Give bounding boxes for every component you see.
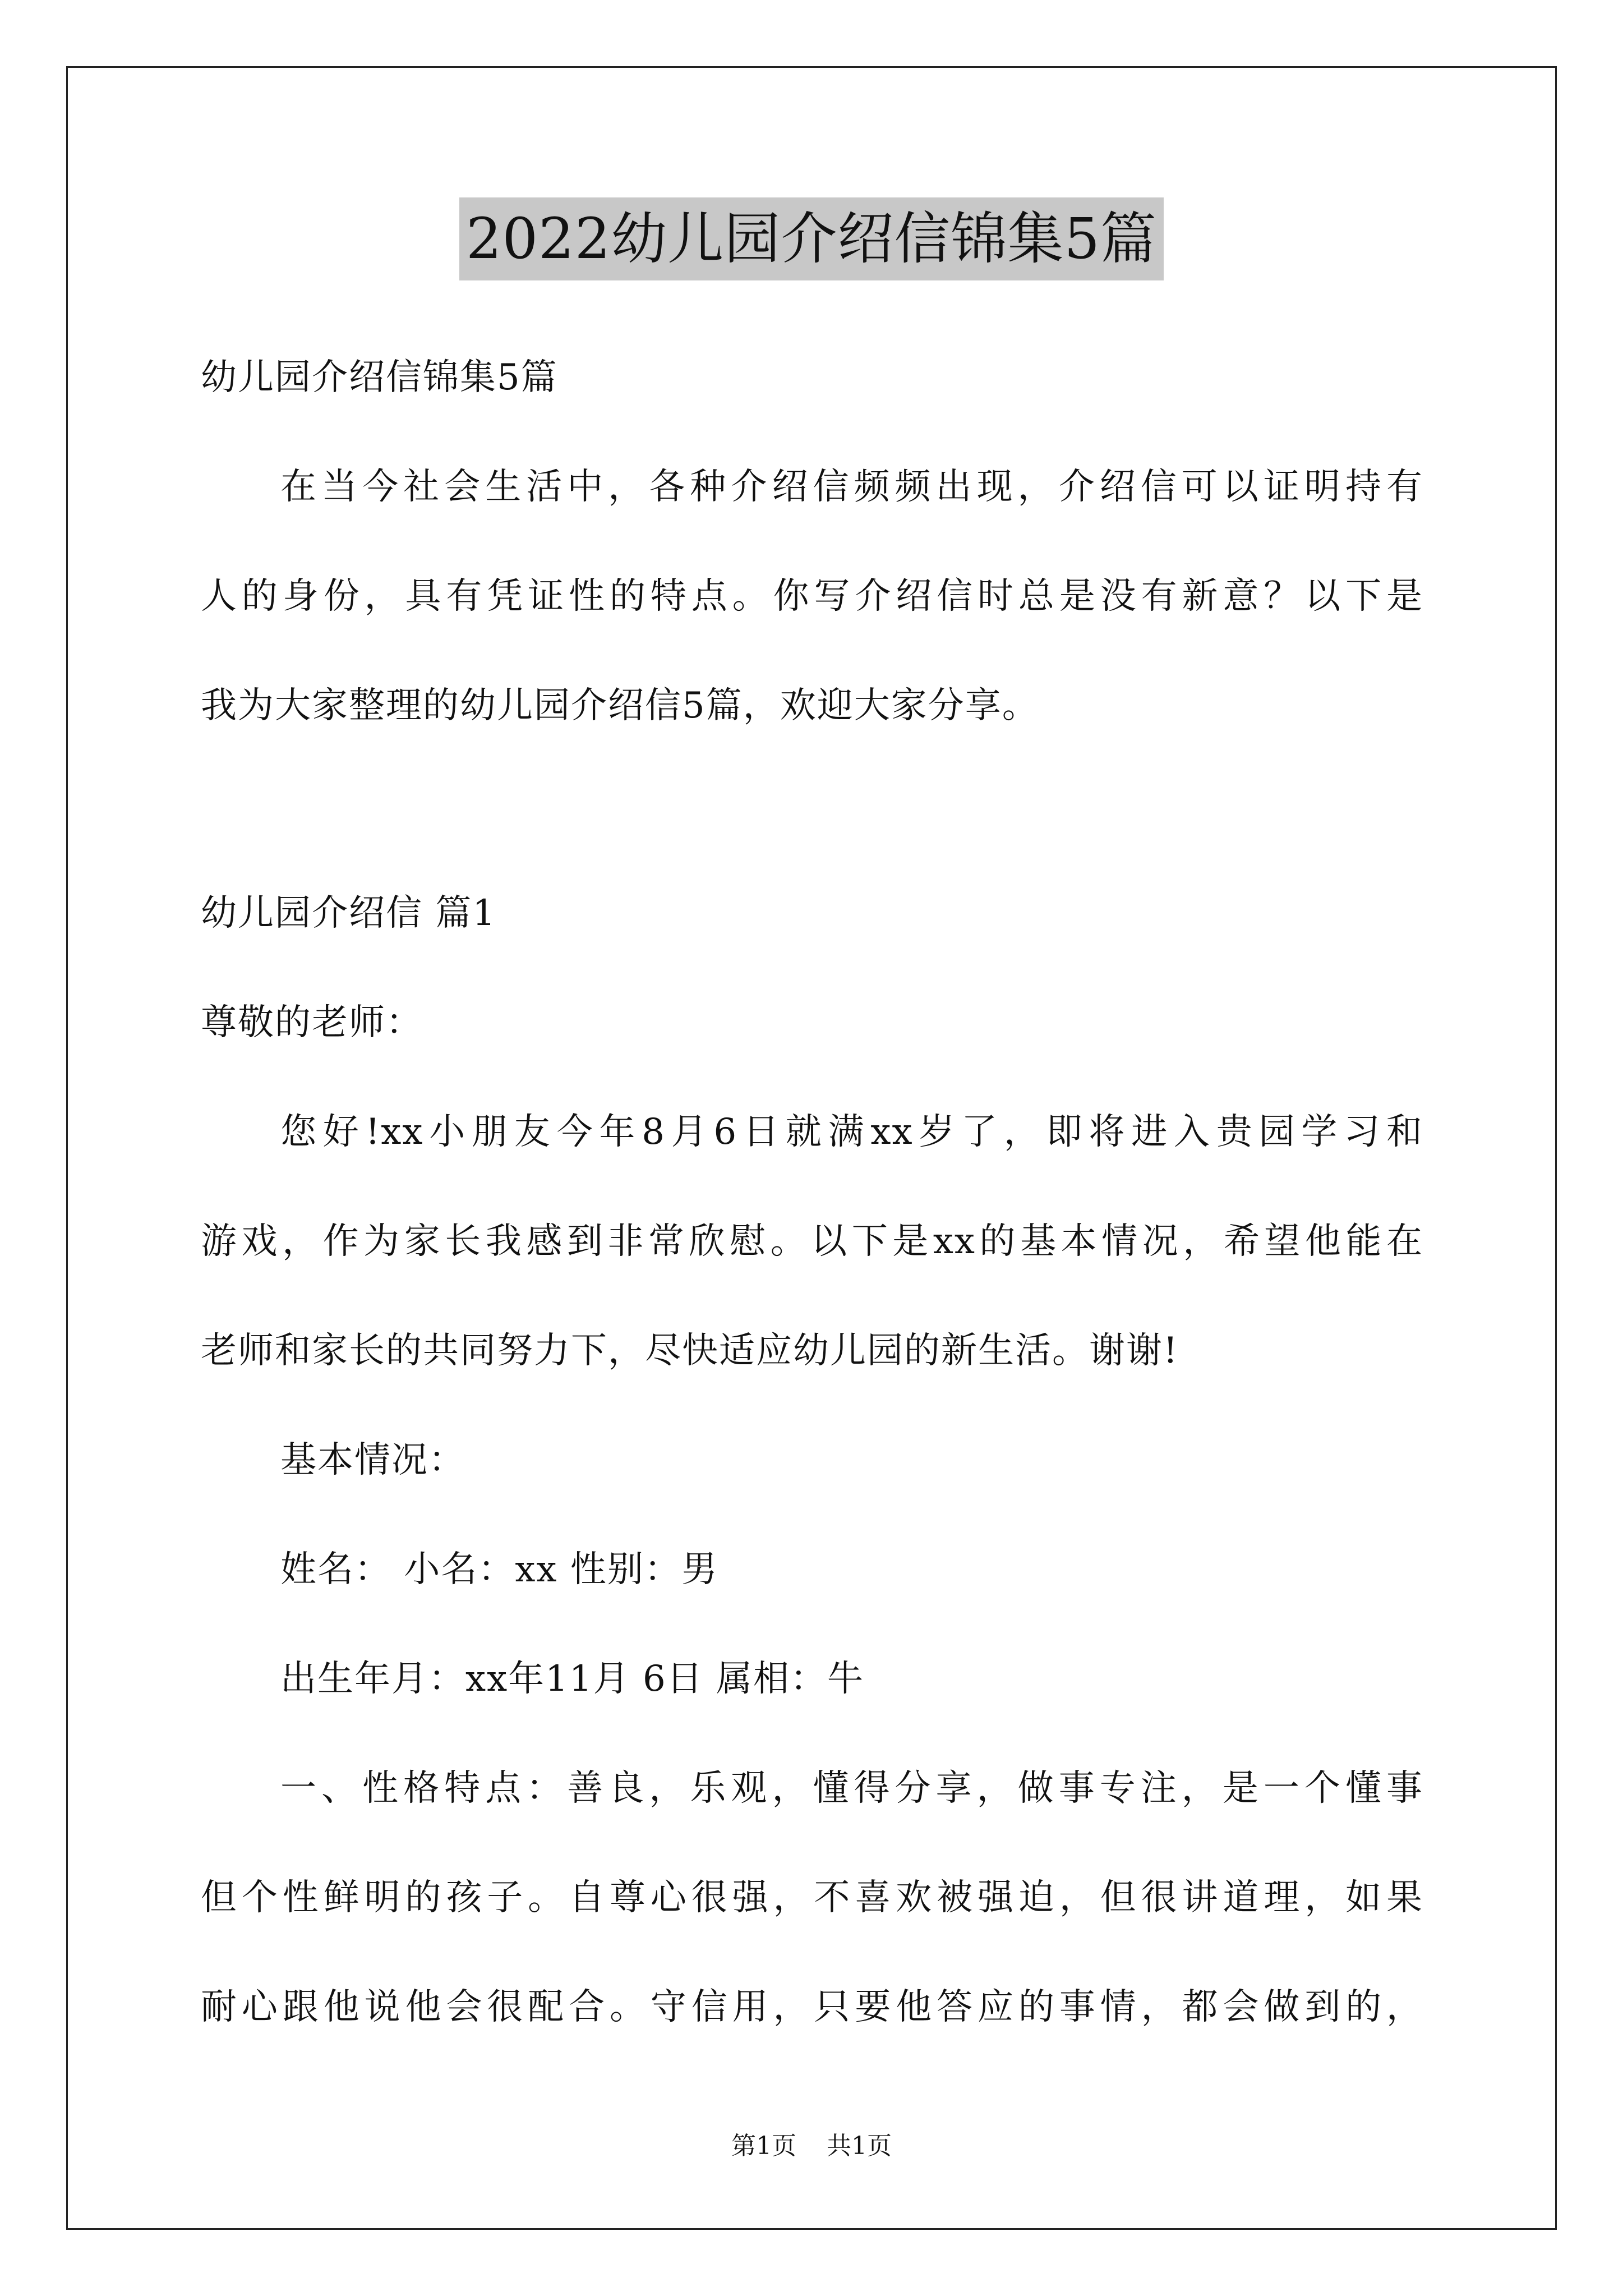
subtitle: 幼儿园介绍信锦集5篇	[201, 357, 558, 398]
salutation: 尊敬的老师：	[201, 1002, 423, 1043]
traits-line-1: 一、性格特点：善良，乐观，懂得分享，做事专注，是一个懂事	[280, 1768, 1423, 1809]
intro-line-1: 在当今社会生活中，各种介绍信频频出现，介绍信可以证明持有	[280, 466, 1423, 508]
document-title: 2022幼儿园介绍信锦集5篇	[459, 197, 1164, 280]
basic-info-heading: 基本情况：	[280, 1439, 465, 1481]
intro-line-2: 人的身份，具有凭证性的特点。你写介绍信时总是没有新意？以下是	[201, 576, 1423, 617]
body-line-2: 游戏，作为家长我感到非常欣慰。以下是xx的基本情况，希望他能在	[201, 1221, 1423, 1262]
page-total: 共1页	[827, 2132, 892, 2160]
intro-line-3: 我为大家整理的幼儿园介绍信5篇，欢迎大家分享。	[201, 685, 1039, 726]
name-line: 姓名： 小名：xx 性别：男	[280, 1549, 718, 1590]
traits-line-3: 耐心跟他说他会很配合。守信用，只要他答应的事情，都会做到的，	[201, 1986, 1423, 2028]
title-container	[0, 197, 1623, 280]
birth-line: 出生年月：xx年11月 6日 属相：牛	[280, 1658, 865, 1700]
body-line-1: 您好!xx小朋友今年8月6日就满xx岁了，即将进入贵园学习和	[280, 1111, 1423, 1153]
body-line-3: 老师和家长的共同努力下，尽快适应幼儿园的新生活。谢谢!	[201, 1330, 1179, 1372]
page-footer	[0, 2129, 1623, 2163]
section-heading: 幼儿园介绍信 篇1	[201, 892, 497, 934]
traits-line-2: 但个性鲜明的孩子。自尊心很强，不喜欢被强迫，但很讲道理，如果	[201, 1877, 1423, 1918]
page-number: 第1页	[731, 2132, 796, 2160]
